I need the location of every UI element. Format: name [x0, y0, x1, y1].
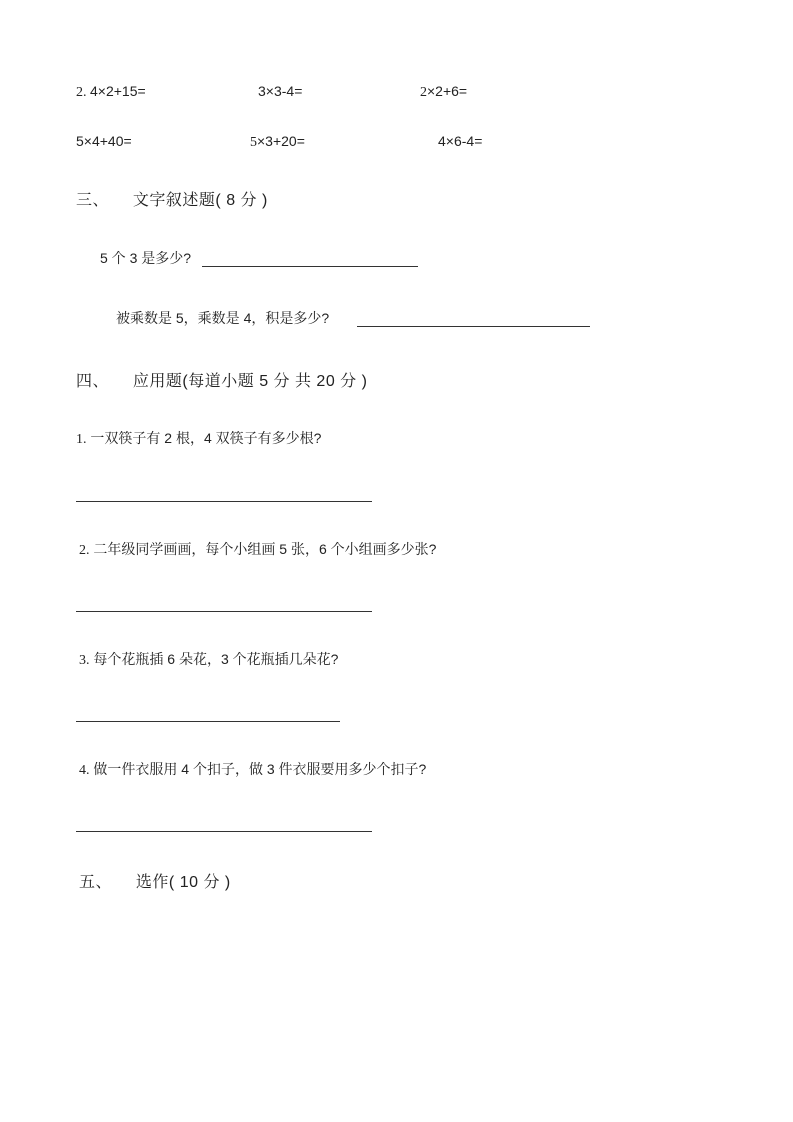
- answer-line-2[interactable]: [76, 611, 372, 612]
- section-5-heading: [79, 869, 231, 892]
- problem-text: 做一件衣服用 4 个扣子，做 3 件衣服要用多少个扣子?: [93, 761, 427, 777]
- section-title: 选作( 10 分 ): [135, 874, 231, 891]
- equation-expression: ×3+20=: [257, 133, 305, 149]
- answer-line-3[interactable]: [76, 721, 340, 722]
- problem-text: 每个花瓶插 6 朵花，3 个花瓶插几朵花?: [93, 651, 339, 667]
- answer-blank-2[interactable]: [357, 326, 590, 327]
- problem-number: 1.: [76, 432, 87, 447]
- equation-number: 2.: [76, 85, 90, 100]
- equation-expression: 4×6-4=: [438, 133, 483, 149]
- equation-expression: ×2+6=: [427, 83, 468, 99]
- problem-number: 3.: [79, 653, 90, 668]
- word-problem-2: [79, 539, 436, 559]
- word-problem-1: [76, 428, 321, 448]
- equation-2-2: [250, 133, 305, 151]
- section-title: 应用题(每道小题 5 分 共 20 分 ): [132, 373, 368, 390]
- section-title: 文字叙述题( 8 分 ): [132, 192, 268, 209]
- answer-line-4[interactable]: [76, 831, 372, 832]
- equation-expression: 4×2+15=: [90, 83, 146, 99]
- equation-expression: 3×3-4=: [258, 83, 303, 99]
- section-number: 三、: [76, 192, 110, 209]
- problem-number: 4.: [79, 763, 90, 778]
- equation-number: 5: [250, 135, 257, 150]
- equation-1-2: [258, 83, 302, 99]
- equation-1-3: [420, 83, 467, 101]
- section-3-heading: [76, 187, 268, 210]
- fill-question-1: 5 个 3 是多少?: [100, 250, 192, 266]
- section-4-heading: [76, 368, 367, 391]
- problem-number: 2.: [79, 543, 90, 558]
- equation-expression: 5×4+40=: [76, 133, 132, 149]
- equation-2-1: [76, 133, 132, 149]
- equation-number: 2: [420, 85, 427, 100]
- answer-blank-1[interactable]: [202, 266, 418, 267]
- answer-line-1[interactable]: [76, 501, 372, 502]
- problem-text: 二年级同学画画，每个小组画 5 张，6 个小组画多少张?: [93, 541, 437, 557]
- problem-text: 一双筷子有 2 根，4 双筷子有多少根?: [90, 430, 322, 446]
- section-number: 五、: [79, 874, 113, 891]
- word-problem-4: [79, 759, 426, 779]
- fill-question-2: 被乘数是 5，乘数是 4，积是多少?: [116, 310, 330, 326]
- word-problem-3: [79, 649, 338, 669]
- equation-1-1: [76, 83, 146, 101]
- equation-2-3: [438, 133, 482, 149]
- section-number: 四、: [76, 373, 110, 390]
